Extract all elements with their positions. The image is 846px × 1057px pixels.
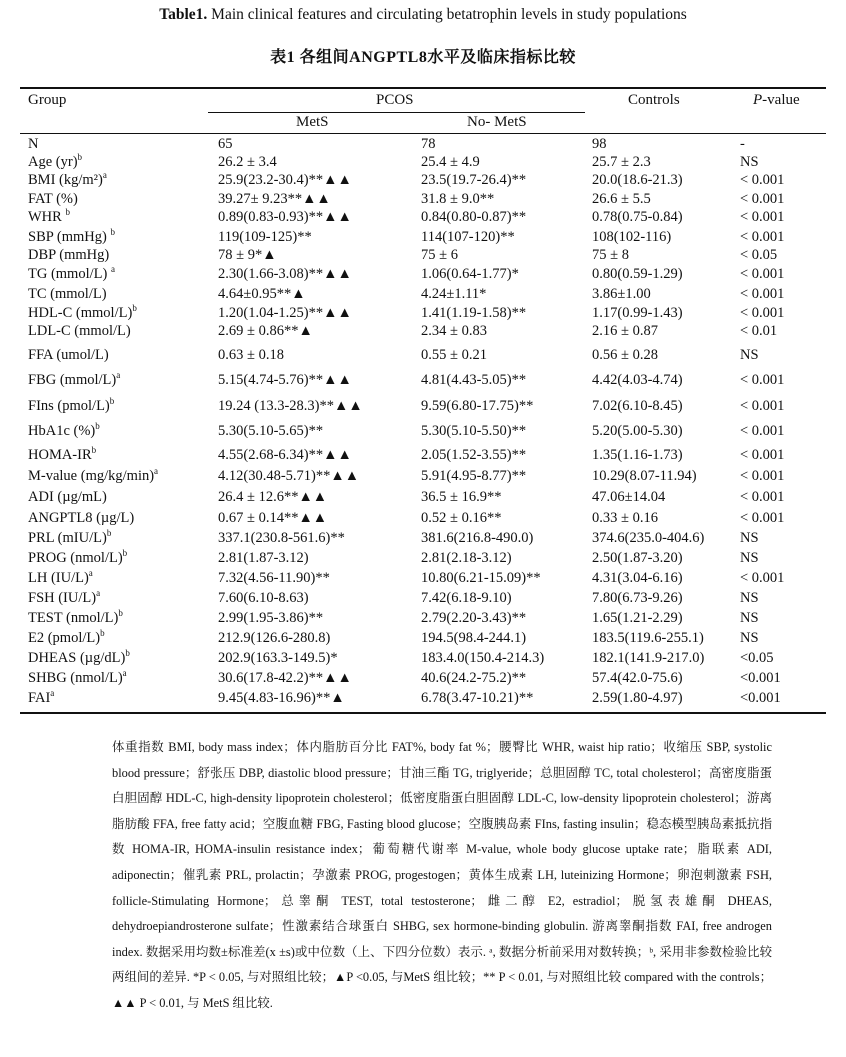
cell-pvalue: NS: [740, 530, 759, 546]
cell-mets: 5.15(4.74-5.76)**▲▲: [218, 372, 352, 388]
row-label: [28, 550, 127, 567]
cell-nomets: 7.42(6.18-9.10): [421, 590, 512, 606]
cell-controls: 47.06±14.04: [592, 489, 666, 505]
header-rule: [20, 133, 826, 134]
cell-nomets: 0.55 ± 0.21: [421, 347, 487, 363]
row-label-text: SHBG (nmol/L): [28, 670, 123, 686]
header-mets: MetS: [296, 114, 329, 130]
cell-pvalue: < 0.001: [740, 286, 785, 302]
cell-nomets: 0.84(0.80-0.87)**: [421, 209, 527, 225]
table-row: [0, 305, 846, 323]
row-label-superscript: a: [116, 370, 121, 380]
bottom-rule: [20, 712, 826, 714]
row-label-superscript: a: [102, 170, 107, 180]
row-label: [28, 247, 109, 264]
cell-pvalue: < 0.001: [740, 423, 785, 439]
table-label: Table1.: [159, 6, 208, 23]
cell-nomets: 183.4.0(150.4-214.3): [421, 650, 545, 666]
cell-pvalue: < 0.001: [740, 209, 785, 225]
cell-controls: 75 ± 8: [592, 247, 629, 263]
cell-mets: 2.30(1.66-3.08)**▲▲: [218, 266, 352, 282]
row-label-superscript: a: [154, 466, 159, 476]
cell-controls: 25.7 ± 2.3: [592, 154, 651, 170]
row-label-text: ADI (µg/mL): [28, 489, 107, 505]
cell-controls: 1.65(1.21-2.29): [592, 610, 683, 626]
cell-mets: 26.4 ± 12.6**▲▲: [218, 489, 328, 505]
row-label-superscript: b: [118, 608, 123, 618]
cell-mets: 19.24 (13.3-28.3)**▲▲: [218, 398, 363, 414]
cell-nomets: 114(107-120)**: [421, 229, 515, 245]
cell-mets: 30.6(17.8-42.2)**▲▲: [218, 670, 352, 686]
row-label: [28, 510, 134, 527]
cell-controls: 10.29(8.07-11.94): [592, 468, 697, 484]
row-label: [28, 136, 38, 153]
cell-mets: 2.69 ± 0.86**▲: [218, 323, 313, 339]
table-row: [0, 347, 846, 365]
row-label-text: ANGPTL8 (µg/L): [28, 510, 135, 526]
table-row: [0, 229, 846, 247]
table-row: [0, 398, 846, 416]
table-row: [0, 372, 846, 390]
cell-controls: 1.17(0.99-1.43): [592, 305, 683, 321]
row-label-text: M-value (mg/kg/min): [28, 468, 155, 484]
row-label: [28, 286, 107, 303]
row-label: [28, 266, 115, 283]
row-label-text: FSH (IU/L): [28, 590, 97, 606]
row-label-text: FAT (%): [28, 191, 78, 207]
row-label: [28, 690, 54, 707]
cell-nomets: 78: [421, 136, 436, 152]
cell-controls: 26.6 ± 5.5: [592, 191, 651, 207]
cell-mets: 2.99(1.95-3.86)**: [218, 610, 324, 626]
cell-mets: 212.9(126.6-280.8): [218, 630, 331, 646]
row-label-text: Age (yr): [28, 154, 78, 170]
cell-controls: 4.42(4.03-4.74): [592, 372, 683, 388]
cell-pvalue: < 0.001: [740, 489, 785, 505]
row-label-superscript: b: [106, 528, 112, 538]
cell-mets: 7.32(4.56-11.90)**: [218, 570, 330, 586]
row-label: [28, 172, 107, 189]
cell-nomets: 4.24±1.11*: [421, 286, 487, 302]
row-label-text: PROG (nmol/L): [28, 550, 123, 566]
cell-mets: 7.60(6.10-8.63): [218, 590, 309, 606]
cell-controls: 374.6(235.0-404.6): [592, 530, 705, 546]
row-label-superscript: b: [65, 207, 70, 217]
cell-pvalue: < 0.05: [740, 247, 778, 263]
cell-pvalue: NS: [740, 610, 759, 626]
cell-mets: 2.81(1.87-3.12): [218, 550, 309, 566]
row-label-superscript: b: [110, 227, 115, 237]
cell-controls: 4.31(3.04-6.16): [592, 570, 683, 586]
row-label-text: BMI (kg/m²): [28, 172, 103, 188]
row-label-superscript: b: [100, 628, 105, 638]
row-label-text: FAI: [28, 690, 51, 706]
cell-pvalue: < 0.001: [740, 398, 785, 414]
row-label-superscript: a: [96, 588, 101, 598]
row-label: [28, 570, 93, 587]
row-label-superscript: a: [88, 568, 93, 578]
cell-mets: 1.20(1.04-1.25)**▲▲: [218, 305, 352, 321]
table-row: [0, 489, 846, 507]
table-row: [0, 510, 846, 528]
cell-nomets: 194.5(98.4-244.1): [421, 630, 527, 646]
cell-controls: 0.33 ± 0.16: [592, 510, 658, 526]
row-label: [28, 670, 127, 687]
cell-controls: 0.80(0.59-1.29): [592, 266, 683, 282]
row-label-text: SBP (mmHg): [28, 229, 111, 245]
row-label-text: N: [28, 136, 39, 152]
cell-controls: 3.86±1.00: [592, 286, 651, 302]
cell-mets: 4.64±0.95**▲: [218, 286, 306, 302]
cell-nomets: 2.79(2.20-3.43)**: [421, 610, 527, 626]
cell-nomets: 1.06(0.64-1.77)*: [421, 266, 519, 282]
cell-pvalue: < 0.001: [740, 266, 785, 282]
row-label-superscript: a: [110, 264, 115, 274]
cell-controls: 182.1(141.9-217.0): [592, 650, 705, 666]
cell-pvalue: < 0.001: [740, 191, 785, 207]
table-row: [0, 247, 846, 265]
row-label-text: PRL (mIU/L): [28, 530, 107, 546]
cell-nomets: 5.30(5.10-5.50)**: [421, 423, 527, 439]
table-caption-chinese: 表1 各组间ANGPTL8水平及临床指标比较: [270, 49, 576, 66]
cell-controls: 2.50(1.87-3.20): [592, 550, 683, 566]
cell-controls: 7.02(6.10-8.45): [592, 398, 683, 414]
cell-mets: 25.9(23.2-30.4)**▲▲: [218, 172, 352, 188]
cell-nomets: 40.6(24.2-75.2)**: [421, 670, 527, 686]
cell-controls: 5.20(5.00-5.30): [592, 423, 683, 439]
cell-pvalue: NS: [740, 630, 759, 646]
row-label: [28, 323, 131, 340]
cell-mets: 0.89(0.83-0.93)**▲▲: [218, 209, 352, 225]
cell-mets: 65: [218, 136, 233, 152]
cell-controls: 57.4(42.0-75.6): [592, 670, 683, 686]
row-label: [28, 347, 109, 364]
row-label-text: DHEAS (µg/dL): [28, 650, 126, 666]
cell-controls: 108(102-116): [592, 229, 672, 245]
row-label-superscript: a: [122, 668, 127, 678]
row-label-superscript: b: [122, 548, 128, 558]
row-label: [28, 191, 78, 208]
row-label-superscript: b: [91, 445, 97, 455]
table-row: [0, 191, 846, 209]
table-row: [0, 610, 846, 628]
row-label: [28, 423, 100, 440]
cell-pvalue: < 0.001: [740, 229, 785, 245]
cell-controls: 183.5(119.6-255.1): [592, 630, 704, 646]
row-label-text: FFA (umol/L): [28, 347, 109, 363]
row-label: [28, 372, 120, 389]
cell-mets: 0.67 ± 0.14**▲▲: [218, 510, 328, 526]
table-row: [0, 323, 846, 341]
row-label-text: FBG (mmol/L): [28, 372, 117, 388]
cell-nomets: 10.80(6.21-15.09)**: [421, 570, 541, 586]
row-label-text: HDL-C (mmol/L): [28, 305, 133, 321]
cell-mets: 4.55(2.68-6.34)**▲▲: [218, 447, 352, 463]
header-pcos: PCOS: [376, 92, 414, 108]
header-pvalue: [753, 92, 800, 109]
header-controls: Controls: [628, 92, 680, 108]
row-label-text: FIns (pmol/L): [28, 398, 110, 414]
row-label: [28, 610, 123, 627]
row-label: [28, 630, 105, 647]
table-row: [0, 630, 846, 648]
row-label-superscript: b: [77, 152, 83, 162]
row-label: [28, 209, 70, 226]
cell-controls: 7.80(6.73-9.26): [592, 590, 683, 606]
cell-nomets: 5.91(4.95-8.77)**: [421, 468, 527, 484]
cell-controls: 2.59(1.80-4.97): [592, 690, 683, 706]
table-row: [0, 570, 846, 588]
cell-nomets: 36.5 ± 16.9**: [421, 489, 502, 505]
cell-mets: 78 ± 9*▲: [218, 247, 277, 263]
cell-controls: 2.16 ± 0.87: [592, 323, 658, 339]
cell-pvalue: < 0.001: [740, 468, 785, 484]
table-row: [0, 690, 846, 708]
table-row: [0, 286, 846, 304]
pcos-rule: [208, 112, 585, 113]
cell-pvalue: < 0.001: [740, 570, 785, 586]
cell-pvalue: < 0.001: [740, 447, 785, 463]
cell-mets: 39.27± 9.23**▲▲: [218, 191, 331, 207]
row-label: [28, 398, 114, 415]
cell-controls: 98: [592, 136, 607, 152]
cell-pvalue: NS: [740, 347, 759, 363]
table-row: [0, 590, 846, 608]
cell-mets: 0.63 ± 0.18: [218, 347, 284, 363]
row-label-text: TC (mmol/L): [28, 286, 107, 302]
table-row: [0, 172, 846, 190]
cell-mets: 337.1(230.8-561.6)**: [218, 530, 345, 546]
row-label-text: WHR: [28, 209, 66, 225]
cell-pvalue: < 0.001: [740, 305, 785, 321]
table-row: [0, 468, 846, 486]
table-row: [0, 154, 846, 172]
table-caption-text: Main clinical features and circulating betatrophin levels in study populations: [207, 6, 687, 23]
table-row: [0, 447, 846, 465]
cell-nomets: 75 ± 6: [421, 247, 458, 263]
row-label: [28, 305, 137, 322]
row-label: [28, 468, 158, 485]
cell-pvalue: NS: [740, 550, 759, 566]
cell-pvalue: < 0.001: [740, 172, 785, 188]
cell-mets: 4.12(30.48-5.71)**▲▲: [218, 468, 360, 484]
table-row: [0, 423, 846, 441]
cell-controls: 1.35(1.16-1.73): [592, 447, 683, 463]
table-footnote: 体重指数 BMI, body mass index；体内脂肪百分比 FAT%, body fat %；腰臀比 WHR, waist hip ratio；收缩压 SBP, systolic blood pressure；舒张压 DBP, diastolic blood pressure；甘油三酯 TG, triglyeride；总胆固醇 TC, total cholesterol；高密度脂蛋白胆固醇 HDL-C, high-density lipoprotein cholesterol；低密度脂蛋白胆固醇 LDL-C, low-density lipoprotein cholesterol；游离脂肪酸 FFA, free fatty acid；空腹血糖 FBG, Fasting blood glucose；空腹胰岛素 FIns, fasting insulin；稳态模型胰岛素抵抗指数 HOMA-IR, HOMA-insulin resistance index；葡萄糖代谢率 M-value, whole body glucose uptake rate；脂联素 ADI, adiponectin；催乳素 PRL, prolactin；孕激素 PROG, progestogen；黄体生成素 LH, luteinizing Hormone；卵泡刺激素 FSH, follicle-Stimulating Hormone；总睾酮 TEST, total testosterone；雌二醇 E2, estradiol；脱氢表雄酮 DHEAS, dehydroepiandrosterone sulfate；性激素结合球蛋白 SHBG, sex hormone-binding globulin. 游离睾酮指数 FAI, free androgen index. 数据采用均数±标准差(x ±s)或中位数（上、下四分位数）表示. ᵃ, 数据分析前采用对数转换；ᵇ, 采用非参数检验比较两组间的差异. *P < 0.05, 与对照组比较；▲P <0.05, 与MetS 组比较；** P < 0.01, 与对照组比较 compared with the controls；▲▲ P < 0.01, 与 MetS 组比较.: [112, 740, 772, 1010]
cell-pvalue: < 0.01: [740, 323, 778, 339]
row-label: [28, 590, 100, 607]
header-pvalue-p: P: [753, 92, 763, 108]
cell-pvalue: <0.05: [740, 650, 774, 666]
row-label-text: TG (mmol/L): [28, 266, 111, 282]
table-row: [0, 136, 846, 154]
cell-nomets: 2.05(1.52-3.55)**: [421, 447, 527, 463]
cell-pvalue: <0.001: [740, 690, 781, 706]
cell-mets: 9.45(4.83-16.96)**▲: [218, 690, 345, 706]
header-pvalue-suffix: -value: [762, 92, 800, 108]
cell-nomets: 2.34 ± 0.83: [421, 323, 487, 339]
cell-nomets: 23.5(19.7-26.4)**: [421, 172, 527, 188]
cell-mets: 5.30(5.10-5.65)**: [218, 423, 324, 439]
row-label-superscript: b: [95, 421, 100, 431]
table-row: [0, 266, 846, 284]
header-group: Group: [28, 92, 67, 108]
table-row: [0, 650, 846, 668]
cell-nomets: 6.78(3.47-10.21)**: [421, 690, 534, 706]
cell-controls: 0.78(0.75-0.84): [592, 209, 683, 225]
cell-mets: 26.2 ± 3.4: [218, 154, 277, 170]
row-label: [28, 530, 111, 547]
cell-pvalue: NS: [740, 590, 759, 606]
row-label: [28, 489, 107, 506]
row-label-text: E2 (pmol/L): [28, 630, 101, 646]
row-label-text: TEST (nmol/L): [28, 610, 119, 626]
cell-nomets: 9.59(6.80-17.75)**: [421, 398, 534, 414]
header-nomets: No- MetS: [467, 114, 527, 130]
cell-nomets: 1.41(1.19-1.58)**: [421, 305, 527, 321]
row-label: [28, 229, 115, 246]
row-label-text: LH (IU/L): [28, 570, 89, 586]
row-label: [28, 447, 96, 464]
top-rule: [20, 87, 826, 89]
cell-nomets: 25.4 ± 4.9: [421, 154, 480, 170]
cell-mets: 119(109-125)**: [218, 229, 312, 245]
cell-controls: 0.56 ± 0.28: [592, 347, 658, 363]
row-label-text: LDL-C (mmol/L): [28, 323, 131, 339]
table-row: [0, 530, 846, 548]
cell-pvalue: <0.001: [740, 670, 781, 686]
table-row: [0, 550, 846, 568]
table-row: [0, 670, 846, 688]
cell-nomets: 381.6(216.8-490.0): [421, 530, 534, 546]
table-caption-english: [0, 6, 846, 24]
cell-nomets: 2.81(2.18-3.12): [421, 550, 512, 566]
row-label-text: DBP (mmHg): [28, 247, 110, 263]
cell-nomets: 4.81(4.43-5.05)**: [421, 372, 527, 388]
cell-controls: 20.0(18.6-21.3): [592, 172, 683, 188]
row-label: [28, 154, 82, 171]
cell-pvalue: < 0.001: [740, 510, 785, 526]
cell-pvalue: < 0.001: [740, 372, 785, 388]
cell-nomets: 31.8 ± 9.0**: [421, 191, 495, 207]
row-label-text: HbA1c (%): [28, 423, 96, 439]
cell-pvalue: NS: [740, 154, 759, 170]
table-row: [0, 209, 846, 227]
cell-pvalue: -: [740, 136, 745, 152]
cell-mets: 202.9(163.3-149.5)*: [218, 650, 338, 666]
row-label-superscript: b: [132, 303, 137, 313]
row-label-superscript: a: [50, 688, 55, 698]
row-label-superscript: b: [109, 396, 115, 406]
row-label-superscript: b: [125, 648, 130, 658]
row-label-text: HOMA-IR: [28, 447, 92, 463]
cell-nomets: 0.52 ± 0.16**: [421, 510, 502, 526]
row-label: [28, 650, 130, 667]
